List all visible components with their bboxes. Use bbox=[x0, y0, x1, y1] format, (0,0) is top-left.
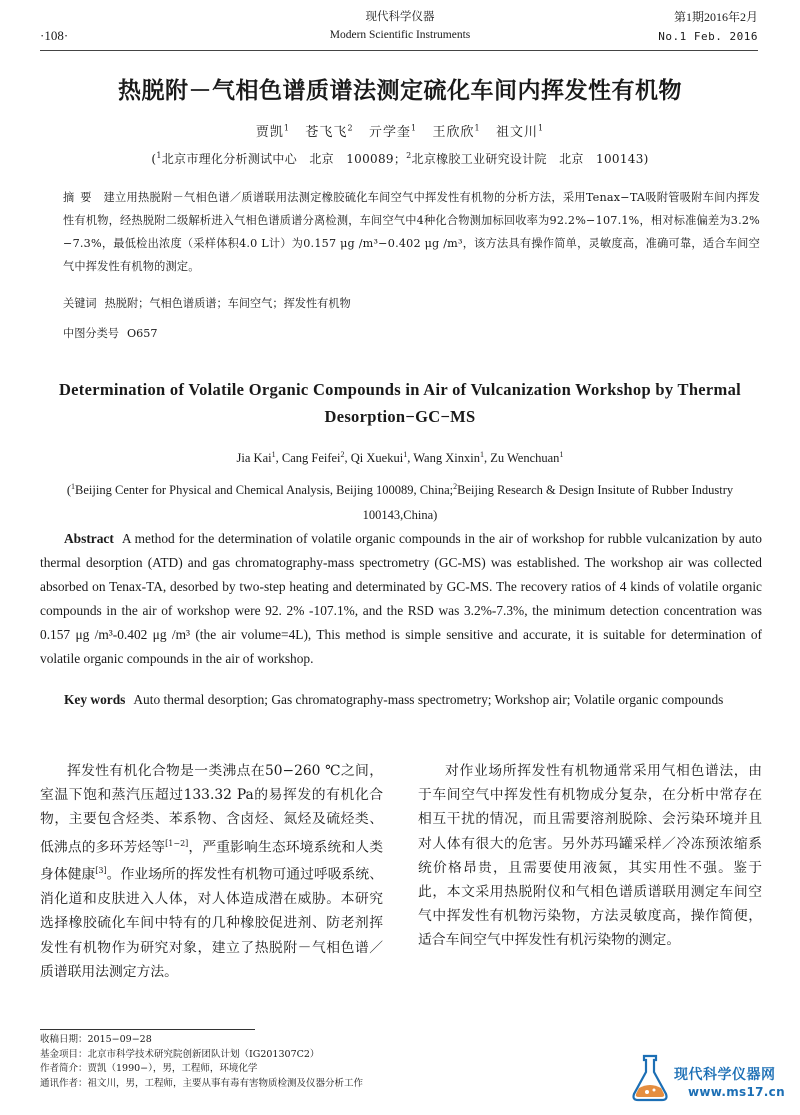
citation-ref: [1−2] bbox=[165, 838, 189, 848]
issue-cn: 第1期2016年2月 bbox=[673, 10, 758, 24]
flask-logo-icon bbox=[628, 1052, 672, 1104]
footnote-author: 作者简介：贾凯（1990−），男，工程师，环境化学 bbox=[40, 1063, 258, 1075]
affiliation-2-en: Beijing Research & Design Insitute of Rubber Industry 100143,China) bbox=[362, 483, 734, 523]
author-list-cn bbox=[20, 121, 780, 140]
page-number: ·108· bbox=[40, 28, 69, 43]
affiliation-2-cn: 北京橡胶工业研究设计院 北京 100143 bbox=[411, 152, 644, 166]
affiliation-1-en: Beijing Center for Physical and Chemical Analysis, Beijing 100089, China; bbox=[75, 483, 454, 498]
aff-sup: 2 bbox=[453, 482, 458, 491]
abstract-text-en: A method for the determination of volatile organic compounds in the air of workshop for rubble vulcanization by auto thermal desorption (ATD) and gas chromatography-mass spectrometry (GC-MS) was established. The workshop air was collected absorbed on Tenax-TA, desorbed by two-step heating and determinated by GC-MS. The recovery ratios of 4 kinds of volatile organic compounds in the air of workshop were 92. 2% -107.1%, and the RSD was 3.2%-7.3%, the minimum detection concentration was 0.157 μg /m³-0.402 μg /m³ (the air volume=4L), This method is simple sensitive and accurate, it is suitable for determination of volatile organic compounds in the air of workshop. bbox=[40, 531, 762, 666]
paper-title-en: Determination of Volatile Organic Compounds in Air of Vulcanization Workshop by Thermal Desorption−GC−MS bbox=[58, 380, 742, 426]
aff-sup: 1 bbox=[71, 482, 76, 491]
keywords-text-en: Auto thermal desorption; Gas chromatography-mass spectrometry; Workshop air; Volatile organic compounds bbox=[133, 692, 724, 707]
abstract-label-cn: 摘要 bbox=[63, 191, 98, 204]
author-sup: 1 bbox=[559, 450, 564, 459]
author-list-en: Jia Kai$^1$, Cang Feifei$^2$, Qi Xuekui$^1$, Wang Xinxin$^1$, Zu Wenchuan$^1$ bbox=[236, 450, 564, 466]
journal-name-cn: 现代科学仪器 bbox=[365, 11, 435, 23]
author-cn: 贾凯 bbox=[255, 125, 284, 140]
author-sup: 1 bbox=[410, 123, 418, 133]
classification-code: O657 bbox=[126, 327, 158, 340]
header-rule bbox=[40, 50, 758, 51]
abstract-cn bbox=[63, 186, 760, 278]
body-text: ，严重影响生态环境系统和人类身体健康 bbox=[40, 839, 384, 883]
keywords-cn bbox=[63, 295, 760, 311]
author-sup: 1 bbox=[537, 123, 545, 133]
author-en: Zu Wenchuan bbox=[490, 451, 560, 466]
journal-name-en: Modern Scientific Instruments bbox=[329, 29, 471, 41]
author-cn: 亓学奎 bbox=[368, 125, 411, 140]
body-text: 对作业场所挥发性有机物通常采用气相色谱法，由于车间空气中挥发性有机物成分复杂，在分析中常存在相互干扰的情况，而且需要溶剂脱除、会污染环境并且对人体有很大的危害。另外苏玛罐采样／冷冻预浓缩系统价格昂贵，且需要使用液氮，其实用性不强。鉴于此，本文采用热脱附仪和气相色谱质谱联用测定车间空气中挥发性有机物污染物，方法灵敏度高，操作简便，适合车间空气中挥发性有机污染物的测定。 bbox=[418, 763, 762, 949]
body-text: 挥发性有机化合物是一类沸点在50−260 ℃之间，室温下饱和蒸汽压超过133.32 Pa的易挥发的有机化合物，主要包含烃类、苯系物、含卤烃、氮烃及硫烃类、低沸点的多环芳烃等 bbox=[40, 763, 383, 856]
abstract-text-cn: 建立用热脱附－气相色谱／质谱联用法测定橡胶硫化车间空气中挥发性有机物的分析方法，采用Tenax−TA吸附管吸附车间内挥发性有机物，经热脱附二级解析进入气相色谱质谱分离检测，车间空气中4种化合物测加标回收率为92.2%−107.1%，相对标准偏差为3.2%−7.3%，最低检出浓度（采样体积4.0 L计）为0.157 μg /m³−0.402 μg /m³，该方法具有操作简单，灵敏度高，准确可靠，适合车间空气中挥发性有机物的测定。 bbox=[63, 191, 760, 273]
footnote-rule bbox=[40, 1029, 255, 1030]
watermark-brand: 现代科学仪器网 bbox=[674, 1067, 776, 1083]
body-text: 。作业场所的挥发性有机物可通过呼吸系统、消化道和皮肤进入人体，对人体造成潜在威胁。本研究选择橡胶硫化车间中特有的几种橡胶促进剂、防老剂挥发性有机物作为研究对象，建立了热脱附－气相色谱／质谱联用法测定方法。 bbox=[40, 867, 384, 980]
footnote-received: 收稿日期：2015−09−28 bbox=[40, 1034, 152, 1045]
keywords-text-cn: 热脱附；气相色谱质谱；车间空气；挥发性有机物 bbox=[104, 297, 351, 310]
watermark-url: www.ms17.cn bbox=[688, 1085, 785, 1099]
author-sup: 2 bbox=[340, 450, 345, 459]
body-column-right bbox=[418, 759, 762, 953]
author-sup: 2 bbox=[347, 123, 354, 133]
author-en: Cang Feifei bbox=[281, 451, 341, 466]
keywords-label-en: Key words bbox=[64, 692, 126, 707]
author-sup: 1 bbox=[479, 450, 484, 459]
affiliation-en: ($^1$Beijing Center for Physical and Chemical Analysis, Beijing 100089, China;$^2$Beijing Research & Design Insitute of Rubber Industry 100143,China) bbox=[66, 482, 734, 523]
aff-sup: 2 bbox=[406, 151, 412, 160]
author-sup: 1 bbox=[283, 123, 291, 133]
author-sup: 1 bbox=[271, 450, 276, 459]
author-en: Qi Xuekui bbox=[350, 451, 404, 466]
author-cn: 祖文川 bbox=[495, 125, 538, 140]
author-en: Jia Kai bbox=[236, 451, 272, 466]
site-watermark bbox=[628, 1052, 798, 1110]
journal-name bbox=[250, 8, 550, 44]
footnotes bbox=[40, 1033, 640, 1091]
author-cn: 苍飞飞 bbox=[305, 125, 348, 140]
abstract-en bbox=[40, 527, 762, 671]
paper-title-cn: 热脱附－气相色谱质谱法测定硫化车间内挥发性有机物 bbox=[118, 78, 682, 104]
author-cn: 王欣欣 bbox=[432, 125, 475, 140]
author-en: Wang Xinxin bbox=[413, 451, 480, 466]
keywords-en bbox=[40, 688, 762, 712]
issue-en: No.1 Feb. 2016 bbox=[658, 30, 758, 43]
author-sup: 1 bbox=[403, 450, 408, 459]
abstract-label-en: Abstract bbox=[64, 531, 114, 546]
author-sup: 1 bbox=[474, 123, 481, 133]
footnote-fund: 基金项目：北京市科学技术研究院创新团队计划（IG201307C2） bbox=[40, 1048, 320, 1060]
issue-info bbox=[658, 8, 758, 46]
footnote-corresponding: 通讯作者：祖文川，男，工程师，主要从事有毒有害物质检测及仪器分析工作 bbox=[40, 1077, 364, 1089]
body-column-left bbox=[40, 759, 383, 984]
citation-ref: [3] bbox=[95, 866, 107, 876]
classification-cn bbox=[63, 325, 157, 341]
keywords-label-cn: 关键词 bbox=[63, 297, 97, 310]
classification-label: 中图分类号 bbox=[63, 327, 119, 340]
aff-sup: 1 bbox=[156, 151, 162, 160]
affiliation-cn: ($^1$北京市理化分析测试中心 北京 100089；$^2$北京橡胶工业研究设计院 北京 100143) bbox=[151, 151, 649, 166]
affiliation-1-cn: 北京市理化分析测试中心 北京 100089； bbox=[161, 152, 407, 166]
running-header bbox=[0, 0, 800, 52]
